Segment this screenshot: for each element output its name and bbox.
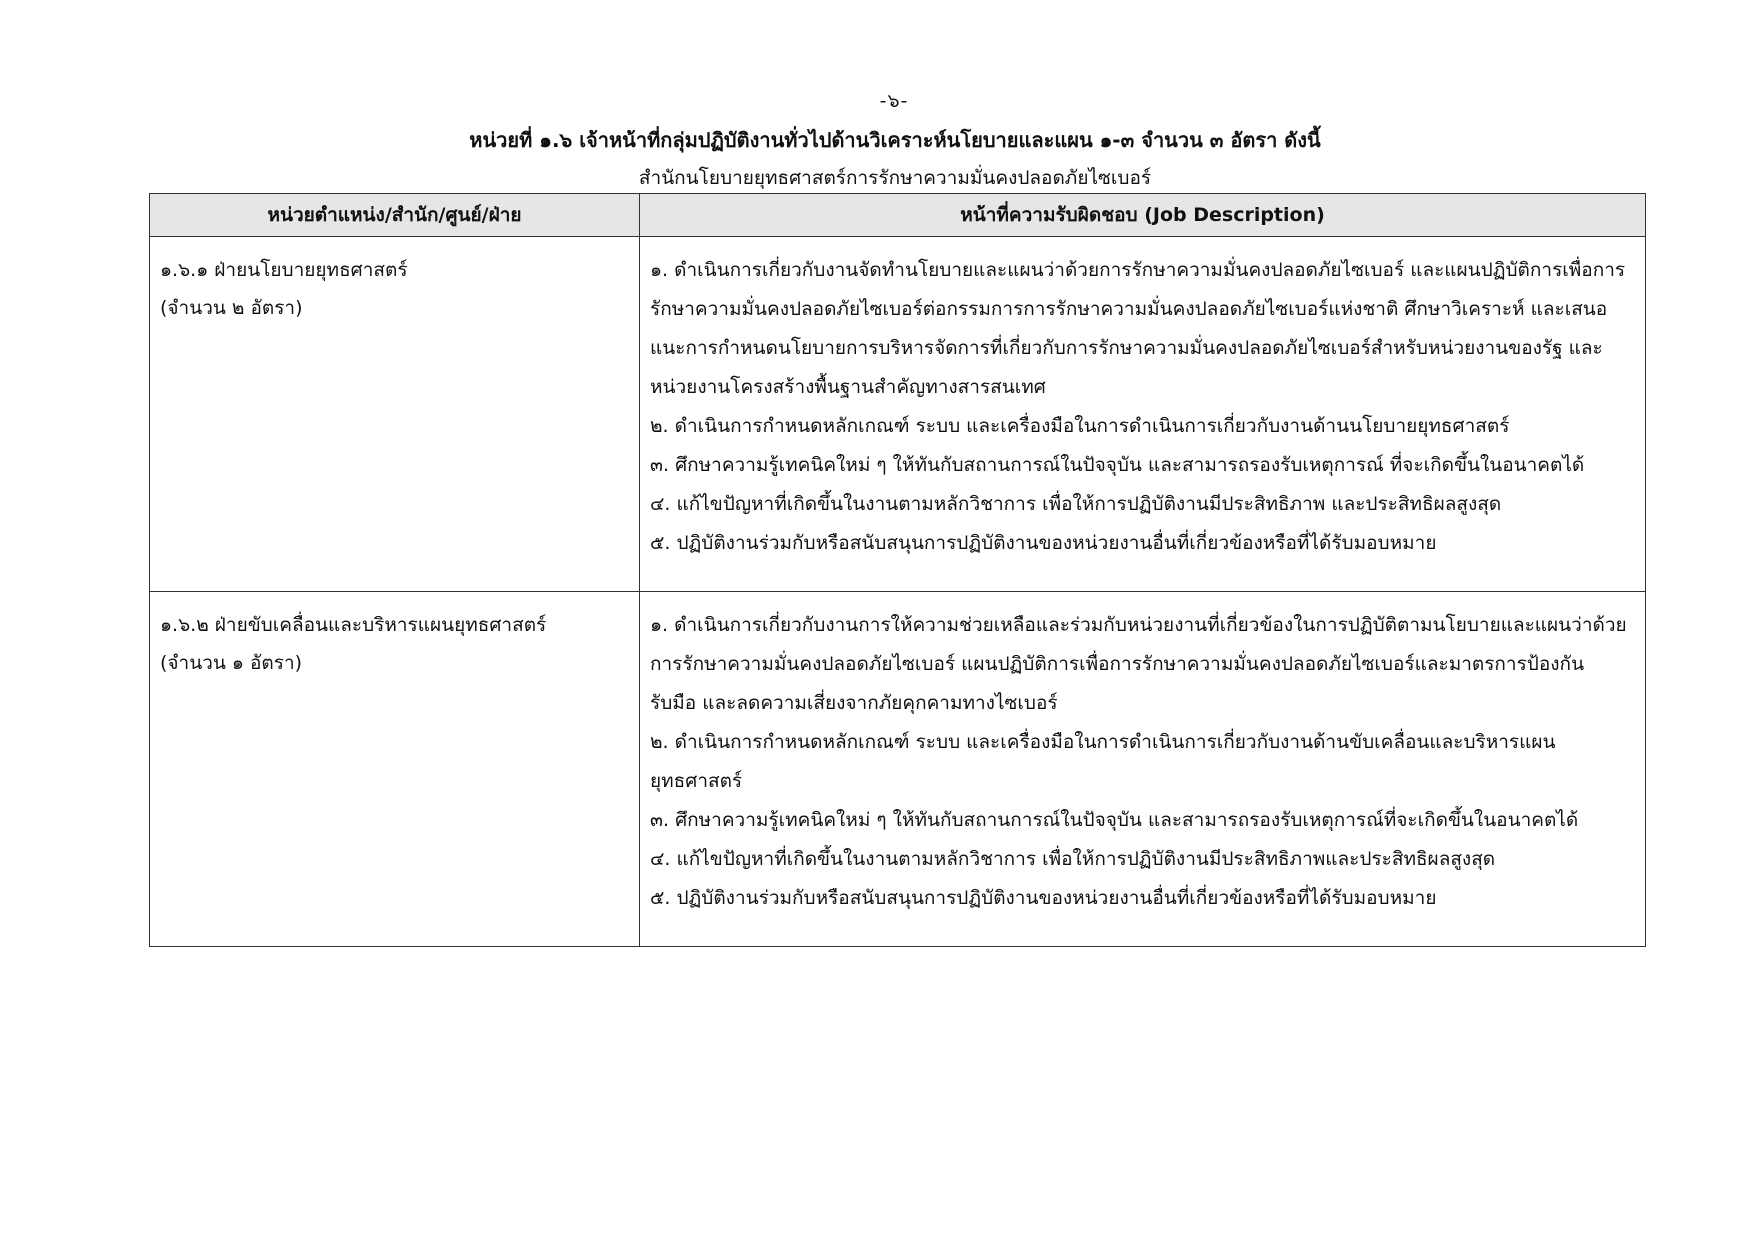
duty-item: ๓. ศึกษาความรู้เทคนิคใหม่ ๆ ให้ทันกับสถานการณ์ในปัจจุบัน และสามารถรองรับเหตุการณ์ ที่จะเกิดขึ้นในอนาคตได้ (650, 454, 1585, 476)
unit-cell (150, 592, 640, 947)
duty-item: ๔. แก้ไขปัญหาที่เกิดขึ้นในงานตามหลักวิชาการ เพื่อให้การปฏิบัติงานมีประสิทธิภาพ และประสิทธิผลสูงสุด (650, 493, 1502, 515)
duty-item: ๔. แก้ไขปัญหาที่เกิดขึ้นในงานตามหลักวิชาการ เพื่อให้การปฏิบัติงานมีประสิทธิภาพและประสิทธิผลสูงสุด (650, 848, 1496, 870)
unit-count: (จำนวน ๑ อัตรา) (160, 652, 303, 674)
table-row (150, 237, 1646, 592)
unit-cell (150, 237, 640, 592)
office-subheading: สำนักนโยบายยุทธศาสตร์การรักษาความมั่นคงปลอดภัยไซเบอร์ (638, 167, 1152, 189)
duty-item: ๑. ดำเนินการเกี่ยวกับงานจัดทำนโยบายและแผนว่าด้วยการรักษาความมั่นคงปลอดภัยไซเบอร์ และแผนปฏิบัติการเพื่อการรักษาความมั่นคงปลอดภัยไซเบอร์ต่อกรรมการการรักษาความมั่นคงปลอดภัยไซเบอร์แห่งชาติ ศึกษาวิเคราะห์ และเสนอแนะการกำหนดนโยบายการบริหารจัดการที่เกี่ยวกับการรักษาความมั่นคงปลอดภัยไซเบอร์สำหรับหน่วยงานของรัฐ และหน่วยงานโครงสร้างพื้นฐานสำคัญทางสารสนเทศ (650, 259, 1626, 398)
job-description-table (149, 193, 1646, 947)
duty-item: ๕. ปฏิบัติงานร่วมกับหรือสนับสนุนการปฏิบัติงานของหน่วยงานอื่นที่เกี่ยวข้องหรือที่ได้รับมอบหมาย (650, 887, 1437, 909)
header-unit: หน่วยตำแหน่ง/สำนัก/ศูนย์/ฝ่าย (150, 194, 640, 237)
duty-item: ๕. ปฏิบัติงานร่วมกับหรือสนับสนุนการปฏิบัติงานของหน่วยงานอื่นที่เกี่ยวข้องหรือที่ได้รับมอบหมาย (650, 532, 1437, 554)
duty-item: ๓. ศึกษาความรู้เทคนิคใหม่ ๆ ให้ทันกับสถานการณ์ในปัจจุบัน และสามารถรองรับเหตุการณ์ที่จะเกิดขึ้นในอนาคตได้ (650, 809, 1579, 831)
table-header-row (150, 194, 1646, 237)
unit-name: ๑.๖.๒ ฝ่ายขับเคลื่อนและบริหารแผนยุทธศาสตร์ (160, 614, 547, 636)
unit-count: (จำนวน ๒ อัตรา) (160, 297, 303, 319)
unit-name: ๑.๖.๑ ฝ่ายนโยบายยุทธศาสตร์ (160, 259, 408, 281)
header-job-description: หน้าที่ความรับผิดชอบ (Job Description) (640, 194, 1646, 237)
duty-item: ๒. ดำเนินการกำหนดหลักเกณฑ์ ระบบ และเครื่องมือในการดำเนินการเกี่ยวกับงานด้านนโยบายยุทธศาสตร์ (650, 415, 1510, 437)
duty-item: ๒. ดำเนินการกำหนดหลักเกณฑ์ ระบบ และเครื่องมือในการดำเนินการเกี่ยวกับงานด้านขับเคลื่อนและบริหารแผนยุทธศาสตร์ (650, 731, 1556, 792)
table-row (150, 592, 1646, 947)
duties-cell (640, 592, 1646, 947)
section-heading: หน่วยที่ ๑.๖ เจ้าหน้าที่กลุ่มปฏิบัติงานทั่วไปด้านวิเคราะห์นโยบายและแผน ๑-๓ จำนวน ๓ อัตรา ดังนี้ (469, 128, 1321, 152)
duty-item: ๑. ดำเนินการเกี่ยวกับงานการให้ความช่วยเหลือและร่วมกับหน่วยงานที่เกี่ยวข้องในการปฏิบัติตามนโยบายและแผนว่าด้วยการรักษาความมั่นคงปลอดภัยไซเบอร์ แผนปฏิบัติการเพื่อการรักษาความมั่นคงปลอดภัยไซเบอร์และมาตรการป้องกัน รับมือ และลดความเสี่ยงจากภัยคุกคามทางไซเบอร์ (650, 614, 1627, 714)
duties-cell (640, 237, 1646, 592)
page-number: -๖- (879, 90, 909, 112)
